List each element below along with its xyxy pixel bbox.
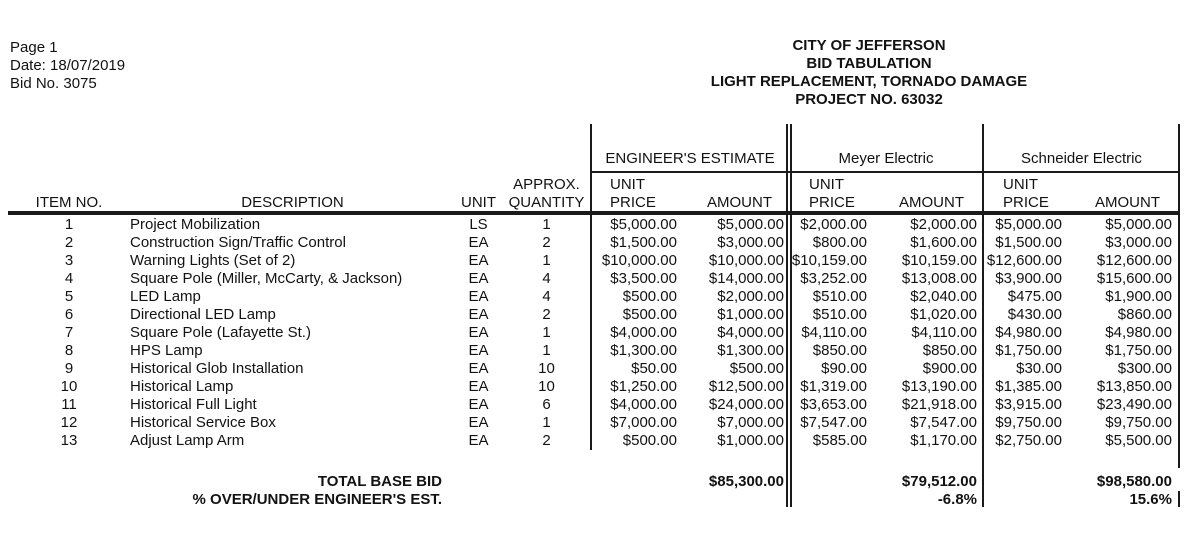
cell-quantity: 2 xyxy=(542,234,551,251)
cell-schneider-unit-price: $3,915.00 xyxy=(995,396,1062,413)
cell-schneider-amount: $4,980.00 xyxy=(1105,324,1172,341)
cell-item-no: 9 xyxy=(64,360,74,377)
cell-engineer-unit-price: $4,000.00 xyxy=(610,324,677,341)
cell-unit: EA xyxy=(468,396,489,413)
cell-meyer-unit-price: $4,110.00 xyxy=(801,324,867,341)
cell-meyer-unit-price: $585.00 xyxy=(812,432,867,449)
cell-unit: EA xyxy=(468,414,489,431)
total-base-bid-label: TOTAL BASE BID xyxy=(317,473,442,490)
vertical-rule-meyer-schneider xyxy=(982,124,984,507)
cell-unit: EA xyxy=(468,270,489,287)
vertical-rule-right-edge-totals xyxy=(1178,491,1180,507)
cell-item-no: 1 xyxy=(64,216,74,233)
cell-engineer-amount: $10,000.00 xyxy=(708,252,784,269)
cell-meyer-unit-price: $3,653.00 xyxy=(800,396,867,413)
page-info-block xyxy=(10,39,125,93)
col-header-meyer-price: PRICE xyxy=(809,194,855,211)
schneider-percent-over-under: 15.6% xyxy=(1129,491,1172,508)
cell-engineer-unit-price: $500.00 xyxy=(622,288,677,305)
cell-description: Warning Lights (Set of 2) xyxy=(130,252,296,269)
cell-description: Historical Service Box xyxy=(130,414,276,431)
cell-unit: EA xyxy=(468,342,489,359)
cell-meyer-unit-price: $90.00 xyxy=(821,360,867,377)
title-city: CITY OF JEFFERSON xyxy=(792,37,946,54)
cell-quantity: 2 xyxy=(542,306,551,323)
cell-meyer-unit-price: $7,547.00 xyxy=(800,414,867,431)
cell-item-no: 4 xyxy=(64,270,74,287)
cell-schneider-amount: $15,600.00 xyxy=(1096,270,1172,287)
col-header-meyer-unit: UNIT xyxy=(809,176,844,193)
cell-schneider-unit-price: $4,980.00 xyxy=(995,324,1062,341)
cell-meyer-unit-price: $1,319.00 xyxy=(800,378,867,395)
cell-meyer-unit-price: $850.00 xyxy=(812,342,867,359)
cell-schneider-unit-price: $5,000.00 xyxy=(995,216,1062,233)
col-header-quantity: QUANTITY xyxy=(508,194,585,211)
table-row xyxy=(8,270,1180,288)
vertical-rule-right-edge xyxy=(1178,124,1180,468)
cell-unit: EA xyxy=(468,432,489,449)
cell-engineer-unit-price: $3,500.00 xyxy=(610,270,677,287)
cell-engineer-amount: $14,000.00 xyxy=(708,270,784,287)
table-row xyxy=(8,216,1180,234)
cell-item-no: 8 xyxy=(64,342,74,359)
cell-engineer-amount: $4,000.00 xyxy=(717,324,784,341)
cell-quantity: 1 xyxy=(542,324,551,341)
cell-engineer-unit-price: $4,000.00 xyxy=(610,396,677,413)
table-row xyxy=(8,342,1180,360)
cell-schneider-amount: $3,000.00 xyxy=(1105,234,1172,251)
cell-description: Project Mobilization xyxy=(130,216,261,233)
col-header-description: DESCRIPTION xyxy=(241,194,344,211)
cell-item-no: 2 xyxy=(64,234,74,251)
cell-engineer-unit-price: $10,000.00 xyxy=(601,252,677,269)
cell-engineer-unit-price: $50.00 xyxy=(631,360,677,377)
cell-item-no: 5 xyxy=(64,288,74,305)
meyer-total-base-bid: $79,512.00 xyxy=(901,473,977,490)
cell-quantity: 10 xyxy=(538,360,555,377)
vertical-rule-quantity-estimate xyxy=(590,124,592,450)
cell-meyer-amount: $4,110.00 xyxy=(911,324,977,341)
cell-description: HPS Lamp xyxy=(130,342,203,359)
title-block xyxy=(569,37,1169,109)
cell-engineer-amount: $5,000.00 xyxy=(717,216,784,233)
cell-description: Directional LED Lamp xyxy=(130,306,276,323)
table-row xyxy=(8,288,1180,306)
date-label: Date: 18/07/2019 xyxy=(10,57,126,74)
engineer-total-base-bid: $85,300.00 xyxy=(708,473,784,490)
cell-item-no: 12 xyxy=(60,414,78,431)
cell-quantity: 6 xyxy=(542,396,551,413)
cell-meyer-amount: $7,547.00 xyxy=(910,414,977,431)
cell-schneider-unit-price: $1,385.00 xyxy=(995,378,1062,395)
cell-schneider-unit-price: $1,750.00 xyxy=(995,342,1062,359)
cell-description: LED Lamp xyxy=(130,288,201,305)
col-header-approx: APPROX. xyxy=(513,176,580,193)
cell-quantity: 1 xyxy=(542,216,551,233)
cell-schneider-unit-price: $9,750.00 xyxy=(995,414,1062,431)
col-header-engineer-amount: AMOUNT xyxy=(707,194,772,211)
cell-item-no: 13 xyxy=(60,432,78,449)
title-project-name: LIGHT REPLACEMENT, TORNADO DAMAGE xyxy=(710,73,1028,90)
cell-meyer-amount: $1,020.00 xyxy=(910,306,977,323)
cell-schneider-amount: $1,750.00 xyxy=(1105,342,1172,359)
page-number: Page 1 xyxy=(10,39,58,56)
meyer-percent-over-under: -6.8% xyxy=(937,491,977,508)
cell-schneider-amount: $23,490.00 xyxy=(1096,396,1172,413)
col-header-schneider-unit: UNIT xyxy=(1003,176,1038,193)
cell-meyer-amount: $2,000.00 xyxy=(910,216,977,233)
cell-schneider-unit-price: $1,500.00 xyxy=(995,234,1062,251)
cell-quantity: 1 xyxy=(542,252,551,269)
cell-schneider-amount: $12,600.00 xyxy=(1096,252,1172,269)
table-row xyxy=(8,414,1180,432)
col-header-unit: UNIT xyxy=(461,194,496,211)
cell-quantity: 1 xyxy=(542,414,551,431)
cell-schneider-amount: $5,500.00 xyxy=(1105,432,1172,449)
table-row xyxy=(8,378,1180,396)
cell-unit: EA xyxy=(468,234,489,251)
group-header-meyer-electric: Meyer Electric xyxy=(838,150,934,167)
cell-schneider-unit-price: $475.00 xyxy=(1007,288,1062,305)
cell-quantity: 4 xyxy=(542,288,551,305)
cell-meyer-amount: $13,190.00 xyxy=(901,378,977,395)
cell-unit: EA xyxy=(468,252,489,269)
table-row xyxy=(8,360,1180,378)
cell-unit: EA xyxy=(468,306,489,323)
group-header-engineers-estimate: ENGINEER'S ESTIMATE xyxy=(605,150,775,167)
cell-engineer-unit-price: $1,300.00 xyxy=(610,342,677,359)
vertical-rule-estimate-meyer-inner xyxy=(790,124,792,507)
cell-unit: LS xyxy=(469,216,488,233)
cell-schneider-unit-price: $3,900.00 xyxy=(995,270,1062,287)
cell-schneider-amount: $9,750.00 xyxy=(1105,414,1172,431)
table-row xyxy=(8,234,1180,252)
percent-over-under-label: % OVER/UNDER ENGINEER'S EST. xyxy=(192,491,442,508)
cell-schneider-unit-price: $12,600.00 xyxy=(986,252,1062,269)
col-header-schneider-price: PRICE xyxy=(1003,194,1049,211)
cell-schneider-amount: $5,000.00 xyxy=(1105,216,1172,233)
cell-item-no: 11 xyxy=(61,396,77,413)
cell-description: Construction Sign/Traffic Control xyxy=(130,234,346,251)
cell-engineer-unit-price: $7,000.00 xyxy=(610,414,677,431)
cell-meyer-unit-price: $510.00 xyxy=(812,306,867,323)
vertical-rule-estimate-meyer-outer xyxy=(786,124,788,507)
table-row xyxy=(8,324,1180,342)
col-header-item-no: ITEM NO. xyxy=(35,194,103,211)
cell-meyer-unit-price: $10,159.00 xyxy=(791,252,867,269)
cell-engineer-unit-price: $500.00 xyxy=(622,306,677,323)
cell-item-no: 7 xyxy=(64,324,74,341)
cell-meyer-unit-price: $3,252.00 xyxy=(800,270,867,287)
cell-meyer-amount: $1,170.00 xyxy=(910,432,977,449)
cell-engineer-amount: $24,000.00 xyxy=(708,396,784,413)
cell-schneider-amount: $300.00 xyxy=(1117,360,1172,377)
cell-meyer-amount: $2,040.00 xyxy=(910,288,977,305)
cell-unit: EA xyxy=(468,288,489,305)
cell-description: Square Pole (Lafayette St.) xyxy=(130,324,311,341)
cell-engineer-unit-price: $1,250.00 xyxy=(610,378,677,395)
cell-schneider-unit-price: $430.00 xyxy=(1007,306,1062,323)
table-row xyxy=(8,396,1180,414)
cell-meyer-amount: $900.00 xyxy=(922,360,977,377)
cell-meyer-unit-price: $2,000.00 xyxy=(800,216,867,233)
table-row xyxy=(8,252,1180,270)
cell-quantity: 10 xyxy=(538,378,555,395)
rule-under-group-headers xyxy=(591,171,1180,173)
cell-meyer-amount: $13,008.00 xyxy=(901,270,977,287)
cell-quantity: 2 xyxy=(542,432,551,449)
cell-schneider-unit-price: $30.00 xyxy=(1016,360,1062,377)
cell-engineer-amount: $7,000.00 xyxy=(717,414,784,431)
group-header-schneider-electric: Schneider Electric xyxy=(1021,150,1142,167)
cell-engineer-unit-price: $500.00 xyxy=(622,432,677,449)
cell-schneider-amount: $1,900.00 xyxy=(1105,288,1172,305)
cell-engineer-unit-price: $1,500.00 xyxy=(610,234,677,251)
table-row xyxy=(8,432,1180,450)
cell-engineer-amount: $3,000.00 xyxy=(717,234,784,251)
cell-meyer-unit-price: $800.00 xyxy=(812,234,867,251)
cell-schneider-unit-price: $2,750.00 xyxy=(995,432,1062,449)
cell-meyer-amount: $21,918.00 xyxy=(901,396,977,413)
cell-engineer-amount: $12,500.00 xyxy=(708,378,784,395)
cell-engineer-amount: $500.00 xyxy=(729,360,784,377)
cell-engineer-amount: $1,000.00 xyxy=(717,306,784,323)
col-header-meyer-amount: AMOUNT xyxy=(899,194,964,211)
cell-description: Historical Glob Installation xyxy=(130,360,304,377)
bid-number: Bid No. 3075 xyxy=(10,75,97,92)
cell-meyer-amount: $1,600.00 xyxy=(910,234,977,251)
cell-item-no: 3 xyxy=(64,252,74,269)
cell-description: Square Pole (Miller, McCarty, & Jackson) xyxy=(130,270,403,287)
cell-quantity: 4 xyxy=(542,270,551,287)
title-project-number: PROJECT NO. 63032 xyxy=(795,91,943,108)
cell-engineer-unit-price: $5,000.00 xyxy=(610,216,677,233)
cell-quantity: 1 xyxy=(542,342,551,359)
rule-under-column-headers xyxy=(8,211,1180,215)
cell-meyer-amount: $10,159.00 xyxy=(901,252,977,269)
title-doc-type: BID TABULATION xyxy=(806,55,932,72)
cell-unit: EA xyxy=(468,324,489,341)
cell-description: Historical Full Light xyxy=(130,396,257,413)
cell-unit: EA xyxy=(468,378,489,395)
cell-engineer-amount: $2,000.00 xyxy=(717,288,784,305)
col-header-schneider-amount: AMOUNT xyxy=(1095,194,1160,211)
cell-schneider-amount: $860.00 xyxy=(1117,306,1172,323)
cell-meyer-unit-price: $510.00 xyxy=(812,288,867,305)
col-header-engineer-price: PRICE xyxy=(610,194,656,211)
table-row xyxy=(8,306,1180,324)
cell-description: Adjust Lamp Arm xyxy=(130,432,245,449)
col-header-engineer-unit: UNIT xyxy=(610,176,645,193)
schneider-total-base-bid: $98,580.00 xyxy=(1096,473,1172,490)
cell-description: Historical Lamp xyxy=(130,378,234,395)
cell-meyer-amount: $850.00 xyxy=(922,342,977,359)
cell-item-no: 6 xyxy=(64,306,74,323)
cell-engineer-amount: $1,300.00 xyxy=(717,342,784,359)
cell-item-no: 10 xyxy=(60,378,78,395)
cell-unit: EA xyxy=(468,360,489,377)
bid-items-table-body xyxy=(8,216,1180,450)
cell-schneider-amount: $13,850.00 xyxy=(1096,378,1172,395)
cell-engineer-amount: $1,000.00 xyxy=(717,432,784,449)
